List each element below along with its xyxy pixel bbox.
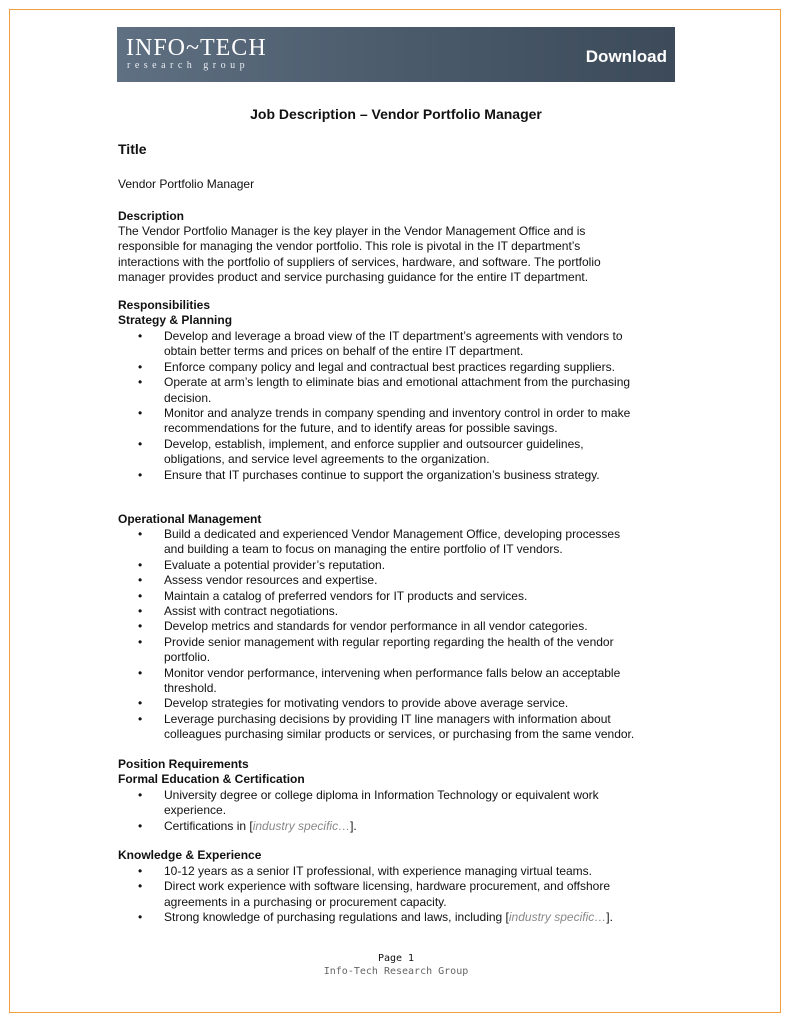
list-item: • Enforce company policy and legal and contractual best practices regarding suppliers. (118, 360, 688, 375)
page-number: Page 1 (377, 953, 415, 964)
operational-list (118, 527, 688, 743)
list-item: • Monitor and analyze trends in company spending and inventory control in order to make recommendations for the future, and to identify areas for possible savings. (118, 406, 688, 437)
list-item: • University degree or college diploma in Information Technology or equivalent work experience. (118, 788, 688, 819)
list-item: • Develop strategies for motivating vendors to provide above average service. (118, 696, 688, 711)
description-text: The Vendor Portfolio Manager is the key player in the Vendor Management Office and is responsible for managing the vendor portfolio. This role is pivotal in the IT department’s interactions with the portfolio of suppliers of services, hardware, and software. The portfolio manager provides product and service purchasing guidance for the entire IT department. (118, 224, 601, 285)
info-tech-logo: INFO~TECH (126, 35, 267, 61)
education-list (118, 788, 688, 834)
knowledge-heading: Knowledge & Experience (118, 848, 262, 862)
list-item: • Leverage purchasing decisions by providing IT line managers with information about colleagues purchasing similar products or services, or purchasing from the same vendor. (118, 712, 688, 743)
knowledge-list (118, 864, 688, 926)
list-item: • 10-12 years as a senior IT professional, with experience managing virtual teams. (118, 864, 688, 879)
list-item: • Maintain a catalog of preferred vendors for IT products and services. (118, 589, 688, 604)
description-heading: Description (118, 209, 185, 223)
page-footer (0, 952, 792, 978)
list-item: • Assess vendor resources and expertise. (118, 573, 688, 588)
footer-organization: Info-Tech Research Group (323, 966, 469, 977)
list-item: • Ensure that IT purchases continue to support the organization’s business strategy. (118, 468, 688, 483)
operational-heading: Operational Management (118, 512, 262, 526)
header-banner (117, 27, 675, 82)
list-item: • Operate at arm’s length to eliminate bias and emotional attachment from the purchasing decision. (118, 375, 688, 406)
job-title: Vendor Portfolio Manager (118, 177, 255, 191)
document-title: Job Description – Vendor Portfolio Manager (250, 106, 542, 122)
list-item: • Certifications in [industry specific…]. (118, 819, 688, 834)
list-item: • Develop and leverage a broad view of the IT department’s agreements with vendors to obtain better terms and prices on behalf of the entire IT department. (118, 329, 688, 360)
list-item: • Build a dedicated and experienced Vendor Management Office, developing processes and building a team to focus on managing the entire portfolio of IT vendors. (118, 527, 688, 558)
download-button[interactable]: Download (585, 47, 667, 66)
strategy-heading: Strategy & Planning (118, 313, 233, 327)
title-heading: Title (118, 141, 147, 157)
education-heading: Formal Education & Certification (118, 772, 305, 786)
list-item: • Strong knowledge of purchasing regulations and laws, including [industry specific…]. (118, 910, 688, 925)
responsibilities-heading: Responsibilities (118, 298, 211, 312)
list-item: • Provide senior management with regular reporting regarding the health of the vendor portfolio. (118, 635, 688, 666)
list-item: • Assist with contract negotiations. (118, 604, 688, 619)
list-item: • Direct work experience with software licensing, hardware procurement, and offshore agreements in a purchasing or procurement capacity. (118, 879, 688, 910)
list-item: • Develop, establish, implement, and enforce supplier and outsourcer guidelines, obligations, and service level agreements to the organization. (118, 437, 688, 468)
logo-tagline: research group (127, 60, 250, 71)
position-heading: Position Requirements (118, 757, 249, 771)
strategy-list (118, 329, 688, 483)
list-item: • Monitor vendor performance, intervening when performance falls below an acceptable threshold. (118, 666, 688, 697)
list-item: • Develop metrics and standards for vendor performance in all vendor categories. (118, 619, 688, 634)
list-item: • Evaluate a potential provider’s reputation. (118, 558, 688, 573)
